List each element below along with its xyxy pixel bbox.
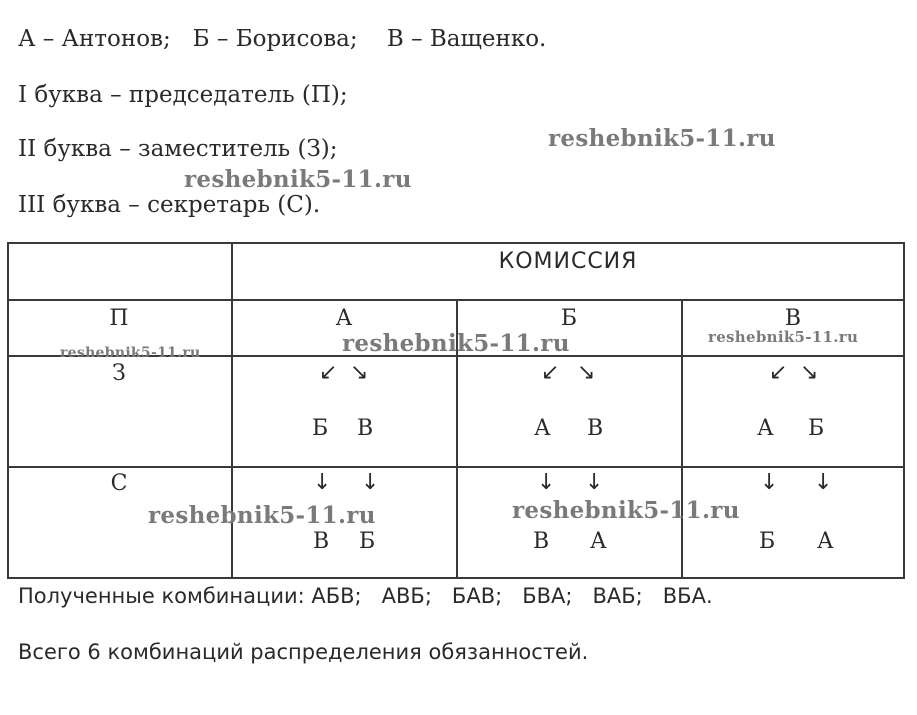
secretary-3a: Б [759, 529, 776, 554]
result-line: Полученные комбинации: АБВ; АВБ; БАВ; БВА; ВАБ; ВБА. [18, 584, 713, 608]
arrow-diag-right-1: ↘ [350, 360, 369, 385]
chair-v: В [784, 306, 802, 331]
deputy-2b: В [587, 416, 604, 441]
watermark: reshebnik5-11.ru [512, 497, 740, 524]
total-line: Всего 6 комбинаций распределения обязанностей. [18, 640, 589, 664]
secretary-2a: В [533, 529, 550, 554]
arrow-down-2a: ↓ [537, 470, 556, 495]
secretary-1b: Б [359, 529, 376, 554]
arrow-down-3a: ↓ [760, 470, 779, 495]
commission-table [7, 242, 905, 578]
letter2-line: II буква – заместитель (З); [18, 136, 338, 162]
arrow-diag-left-1: ↙ [319, 360, 338, 385]
arrow-down-1b: ↓ [361, 470, 380, 495]
watermark: reshebnik5-11.ru [184, 166, 412, 193]
secretary-2b: А [590, 529, 607, 554]
arrow-diag-left-3: ↙ [769, 360, 788, 385]
arrow-down-3b: ↓ [814, 470, 833, 495]
deputy-2a: А [534, 416, 551, 441]
secretary-3b: А [817, 529, 834, 554]
deputy-1a: Б [312, 416, 329, 441]
watermark: reshebnik5-11.ru [708, 328, 859, 346]
arrow-diag-right-3: ↘ [800, 360, 819, 385]
row-label-s: С [110, 471, 128, 496]
chair-b: Б [560, 306, 578, 331]
letter1-line: I буква – председатель (П); [18, 82, 348, 108]
row-label-p: П [109, 306, 129, 331]
watermark: reshebnik5-11.ru [148, 502, 376, 529]
arrow-down-2b: ↓ [585, 470, 604, 495]
people-line: А – Антонов; Б – Борисова; В – Ващенко. [18, 26, 547, 52]
watermark: reshebnik5-11.ru [60, 345, 201, 361]
chair-a: А [335, 306, 353, 331]
watermark: reshebnik5-11.ru [548, 125, 776, 152]
deputy-1b: В [357, 416, 374, 441]
table-header: КОМИССИЯ [498, 249, 638, 274]
deputy-3b: Б [808, 416, 825, 441]
watermark: reshebnik5-11.ru [342, 330, 570, 357]
arrow-diag-right-2: ↘ [577, 360, 596, 385]
row-label-z: З [112, 361, 126, 386]
arrow-down-1a: ↓ [313, 470, 332, 495]
letter3-line: III буква – секретарь (С). [18, 192, 321, 218]
secretary-1a: В [313, 529, 330, 554]
arrow-diag-left-2: ↙ [541, 360, 560, 385]
deputy-3a: А [757, 416, 774, 441]
